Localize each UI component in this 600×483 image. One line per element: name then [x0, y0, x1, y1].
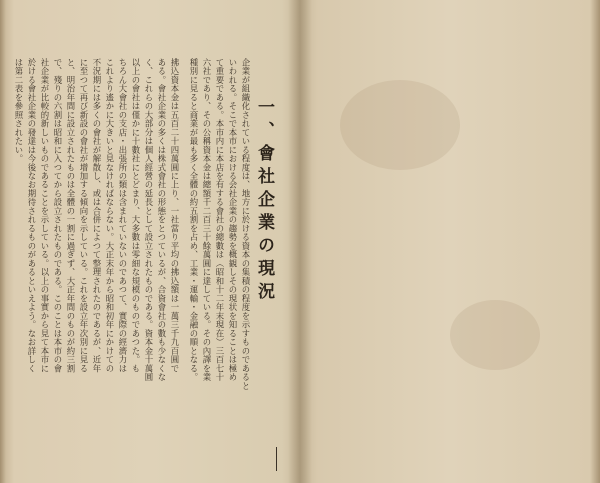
body-column: いわれる。そこで本市における会社企業の趨勢を概観しその現状を知ることは極め: [228, 58, 238, 382]
body-column: これより遙かに大きいと見なければならない。大正末年から昭和初年にかけての: [105, 58, 115, 373]
paper-stain: [450, 300, 540, 370]
body-column: く、これらの大部分は個人經營の延長として設立されたものである。資本金十萬圓: [144, 58, 154, 382]
body-column: 企業が組織化されている程度は、地方に於ける資本の集積の程度を示すものであると: [241, 58, 251, 391]
body-column: 六社であり、その公稱資本金は總額千二百三十餘萬圓に達している。その內譯を業: [202, 58, 212, 382]
body-column: ある。會社企業の多くは株式會社の形態をとつているが、合資會社の數も少なくな: [157, 58, 167, 382]
body-column: 以上の會社は僅かに十數社にとどまり、大多數は零細な規模のものであつた。も: [131, 58, 141, 373]
body-column: 於ける會社企業の發達は今後なお期待されるものがあるといえよう。なお詳しく: [27, 58, 37, 373]
paper-stain: [340, 80, 460, 170]
body-column: で、殘りの六割は昭和に入つてから設立されたものである。このことは本市の會: [53, 58, 63, 373]
body-column: と、明治年間に設立されたものは全體の一割に過ぎず、大正年間のものが約三割: [66, 58, 76, 373]
body-column: 不況期には多くの會社が解散し、或は合併によつて整理されたのであるが、近年: [92, 58, 102, 373]
body-column: 社企業が比較的新しいものであることを示している。以上の事實から見て本市に: [40, 58, 50, 373]
chapter-title: 一、會社企業の現況: [254, 98, 274, 305]
body-column: は第二表を參照されたい。: [14, 58, 24, 163]
body-column: 拂込資本金は五百二十四萬圓に上り、一社當り平均の拂込額は一萬三千九百圓で: [170, 58, 180, 373]
body-column: に至つて再び新設の會社が增加する傾向を示している。これを設立年次別に見る: [79, 58, 89, 373]
page-edge-mark: [276, 447, 277, 471]
body-column: 種別に見ると商業が最も多く全體の約五割を占め、工業・運輸・金融の順となる。: [189, 58, 199, 382]
body-column: ちろん大會社の支店・出張所の類は含まれていないのであつて、實際の經濟力は: [118, 58, 128, 373]
body-column: て重要である。本市内に本店を有する會社の總數は（昭和十二年末現在）三百七十: [215, 58, 225, 382]
right-page: [300, 0, 600, 483]
